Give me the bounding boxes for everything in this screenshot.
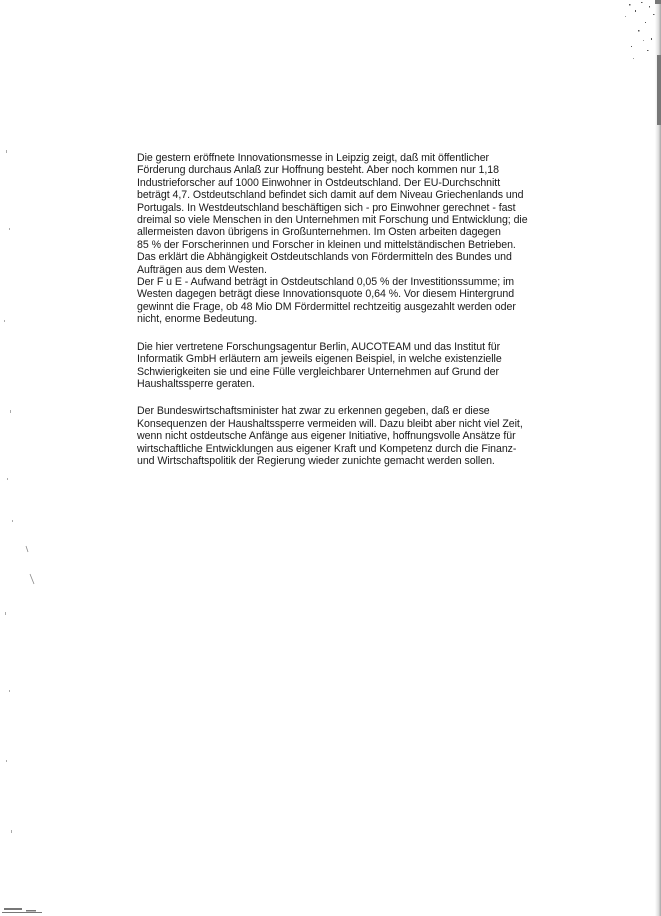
text-line: wirtschaftliche Entwicklungen aus eigener Kraft und Kompetenz durch die Finanz-	[137, 442, 517, 455]
text-line: dreimal so viele Menschen in den Unternehmen mit Forschung und Entwicklung; die	[137, 214, 528, 227]
body-text	[137, 152, 537, 467]
paragraph-gap	[137, 390, 537, 405]
text-line: Die hier vertretene Forschungsagentur Berlin, AUCOTEAM und das Institut für	[137, 340, 501, 353]
text-line: Westen dagegen beträgt diese Innovationsquote 0,64 %. Vor diesem Hintergrund	[137, 288, 515, 301]
paragraph-gap	[137, 326, 537, 341]
text-line: 85 % der Forscherinnen und Forscher in kleinen und mittelständischen Betrieben.	[137, 238, 516, 251]
text-line: Der Bundeswirtschaftsminister hat zwar zu erkennen gegeben, daß er diese	[137, 405, 490, 418]
scan-edge-shadow	[655, 0, 661, 916]
text-line: Industrieforscher auf 1000 Einwohner in Ostdeutschland. Der EU-Durchschnitt	[137, 176, 501, 189]
text-line: Förderung durchaus Anlaß zur Hoffnung besteht. Aber noch kommen nur 1,18	[137, 164, 499, 177]
paragraph-1	[137, 152, 537, 326]
text-line: Das erklärt die Abhängigkeit Ostdeutschlands von Fördermitteln des Bundes und	[137, 251, 512, 264]
scan-left-specks	[0, 0, 40, 916]
text-line: Aufträgen aus dem Westen.	[137, 263, 267, 276]
text-line: gewinnt die Frage, ob 48 Mio DM Fördermittel rechtzeitig ausgezahlt werden oder	[137, 300, 516, 313]
text-line: Portugals. In Westdeutschland beschäftigen sich - pro Einwohner gerechnet - fast	[137, 201, 516, 214]
text-line: Schwierigkeiten sie und eine Fülle vergleichbarer Unternehmen auf Grund der	[137, 365, 499, 378]
text-line: Der F u E - Aufwand beträgt in Ostdeutschland 0,05 % der Investitionssumme; im	[137, 276, 515, 289]
scan-corner-specks	[591, 0, 661, 130]
text-line: wenn nicht ostdeutsche Anfänge aus eigener Initiative, hoffnungsvolle Ansätze für	[137, 430, 516, 443]
text-line: Die gestern eröffnete Innovationsmesse in Leipzig zeigt, daß mit öffentlicher	[137, 152, 490, 164]
text-line: nicht, enorme Bedeutung.	[137, 313, 258, 326]
scan-bottom-specks	[0, 896, 60, 916]
text-line: Haushaltssperre geraten.	[137, 377, 255, 390]
text-line: Informatik GmbH erläutern am jeweils eigenen Beispiel, in welche existenzielle	[137, 353, 502, 366]
paragraph-3	[137, 405, 537, 467]
paragraph-2	[137, 341, 537, 391]
text-line: und Wirtschaftspolitik der Regierung wieder zunichte gemacht werden sollen.	[137, 454, 495, 467]
text-line: beträgt 4,7. Ostdeutschland befindet sich damit auf dem Niveau Griechenlands und	[137, 189, 524, 202]
text-line: Konsequenzen der Haushaltssperre vermeiden will. Dazu bleibt aber nicht viel Zeit,	[137, 417, 523, 430]
text-line: allermeisten davon übrigens in Großunternehmen. Im Osten arbeiten dagegen	[137, 226, 501, 239]
